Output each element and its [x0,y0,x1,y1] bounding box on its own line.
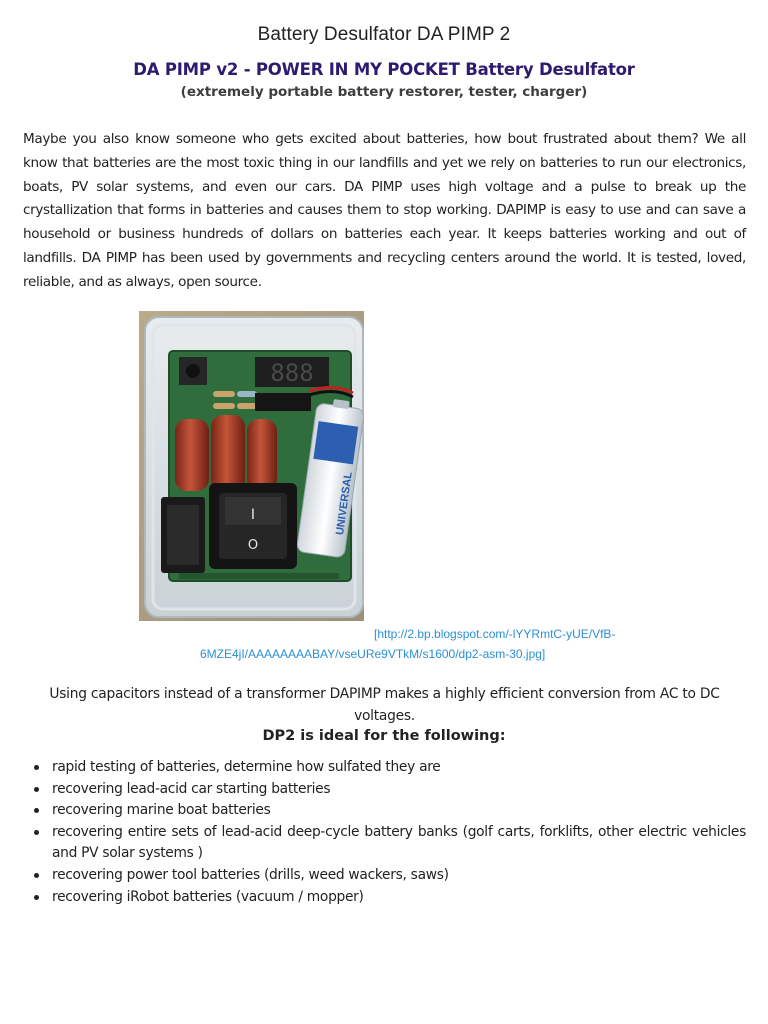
list-item: recovering marine boat batteries [23,800,746,822]
list-item: rapid testing of batteries, determine how sulfated they are [23,757,746,779]
uses-list [23,757,746,908]
switch-on-symbol: I [250,507,256,523]
battery-brand: UNIVERSAL [334,471,355,536]
list-item: recovering entire sets of lead-acid deep-cycle battery banks (golf carts, forklifts, other electric vehicles and PV solar systems ) [23,822,746,865]
switch-off-symbol: O [247,538,259,553]
uses-list-heading: DP2 is ideal for the following: [262,728,506,744]
image-link-line-2[interactable]: 6MZE4jI/AAAAAAAABAY/vseURe9VTkM/s1600/dp2-asm-30.jpg] [200,647,546,661]
image-source-link[interactable] [120,624,670,664]
capacitor-paragraph: Using capacitors instead of a transformer DAPIMP makes a highly efficient conversion from AC to DC voltages. [49,686,720,724]
intro-paragraph: Maybe you also know someone who gets excited about batteries, how bout frustrated about them? We all know that batteries are the most toxic thing in our landfills and yet we rely on batteries to run our electronics, boats, PV solar systems, and even our cars. DA PIMP uses high voltage and a pulse to break up the crystallization that forms in batteries and causes them to stop working. DAPIMP is easy to use and can save a household or business hundreds of dollars on batteries each year. It keeps batteries working and out of landfills. DA PIMP has been used by governments and recycling centers around the world. It is tested, loved, reliable, and as always, open source. [23,131,746,290]
display-digits: 888 [270,359,314,387]
list-item: recovering lead-acid car starting batteries [23,779,746,801]
list-item: recovering power tool batteries (drills, weed wackers, saws) [23,865,746,887]
page-title: Battery Desulfator DA PIMP 2 [257,24,511,45]
list-item: recovering iRobot batteries (vacuum / mopper) [23,887,746,909]
image-link-line-1[interactable]: [http://2.bp.blogspot.com/-lYYRmtC-yUE/VfB- [374,627,616,641]
article-title: DA PIMP v2 - POWER IN MY POCKET Battery Desulfator [133,60,635,79]
device-photo [139,311,364,621]
article-subtitle: (extremely portable battery restorer, tester, charger) [180,84,588,100]
